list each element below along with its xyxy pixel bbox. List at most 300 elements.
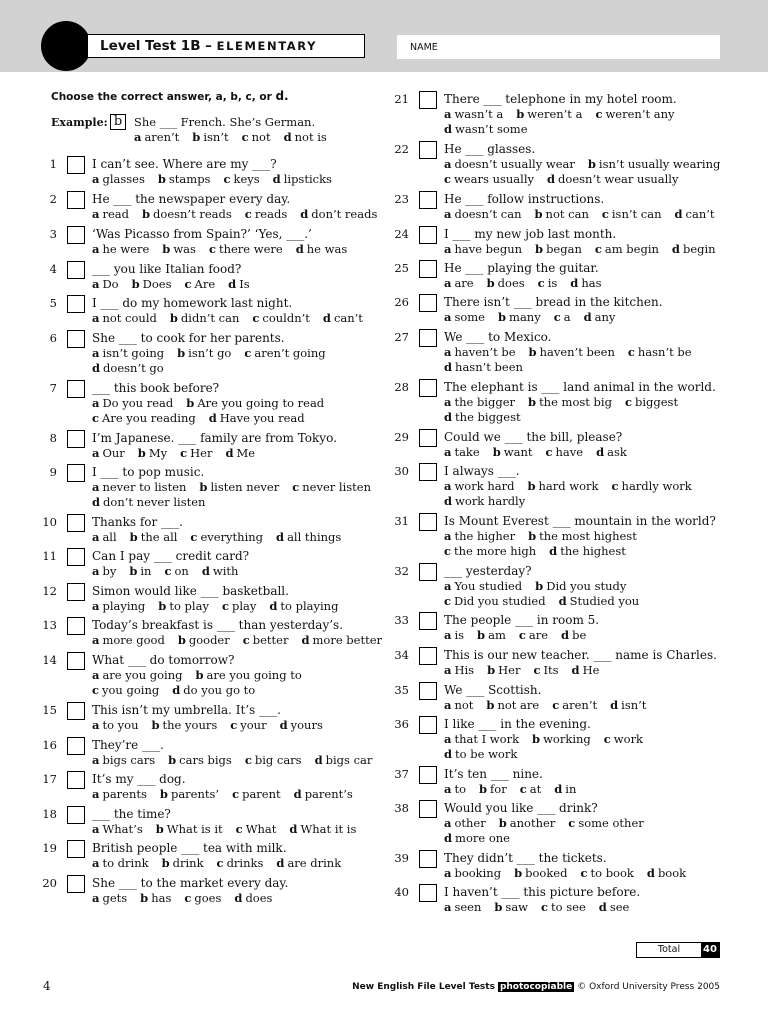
answer-box[interactable] bbox=[419, 191, 437, 209]
option-letter: d bbox=[293, 787, 302, 801]
option bbox=[444, 360, 523, 374]
page-title bbox=[87, 34, 365, 58]
option bbox=[172, 683, 255, 697]
option bbox=[554, 310, 571, 324]
option bbox=[561, 628, 586, 642]
answer-box[interactable] bbox=[419, 647, 437, 665]
option-lines bbox=[444, 529, 650, 559]
option-text: don’t reads bbox=[311, 207, 378, 221]
option-letter: d bbox=[570, 276, 579, 290]
option bbox=[92, 207, 129, 221]
footer-copyright: © Oxford University Press 2005 bbox=[577, 982, 720, 992]
option bbox=[499, 816, 556, 830]
option-letter: d bbox=[172, 683, 181, 697]
answer-box[interactable] bbox=[67, 771, 85, 789]
option bbox=[92, 668, 182, 682]
option-text: working bbox=[543, 732, 591, 746]
question-number: 25 bbox=[394, 261, 409, 275]
option-letter: d bbox=[225, 446, 234, 460]
example-label: Example: bbox=[51, 116, 108, 129]
option bbox=[444, 900, 481, 914]
option bbox=[284, 130, 327, 144]
option-letter: b bbox=[486, 698, 495, 712]
option bbox=[162, 856, 204, 870]
option-line bbox=[92, 277, 263, 292]
option-text: Are you reading bbox=[102, 411, 196, 425]
question bbox=[352, 563, 672, 609]
option-lines bbox=[444, 107, 688, 137]
option-letter: a bbox=[92, 787, 100, 801]
option bbox=[487, 276, 525, 290]
instructions-text: Choose the correct answer, a, b, c, or bbox=[51, 91, 276, 103]
option bbox=[444, 544, 536, 558]
option-lines bbox=[92, 277, 263, 292]
option bbox=[519, 628, 548, 642]
option-text: My bbox=[148, 446, 168, 460]
option bbox=[130, 530, 178, 544]
option bbox=[92, 683, 159, 697]
option-letter: b bbox=[177, 346, 186, 360]
option bbox=[444, 663, 474, 677]
option-letter: c bbox=[244, 753, 252, 767]
option-letter: b bbox=[195, 668, 204, 682]
question-number: 17 bbox=[42, 772, 57, 786]
option-text: goes bbox=[194, 891, 222, 905]
option bbox=[92, 753, 155, 767]
option-text: Is bbox=[239, 277, 250, 291]
option-text: listen never bbox=[210, 480, 280, 494]
option-letter: c bbox=[244, 207, 252, 221]
question bbox=[0, 380, 325, 426]
option bbox=[612, 479, 692, 493]
answer-box[interactable] bbox=[67, 875, 85, 893]
option-lines bbox=[444, 445, 640, 460]
option bbox=[444, 157, 575, 171]
question-number: 24 bbox=[394, 227, 409, 241]
answer-box[interactable] bbox=[67, 514, 85, 532]
answer-box[interactable] bbox=[67, 737, 85, 755]
title-level: ELEMENTARY bbox=[216, 39, 318, 53]
option-text: isn’t bbox=[203, 130, 229, 144]
answer-box[interactable] bbox=[419, 294, 437, 312]
option-lines bbox=[92, 396, 337, 426]
option-letter: a bbox=[444, 663, 452, 677]
option-letter: b bbox=[534, 207, 543, 221]
name-label: NAME bbox=[410, 42, 438, 53]
answer-box[interactable] bbox=[419, 850, 437, 868]
instructions-last: d. bbox=[275, 89, 289, 103]
option-text: are bbox=[528, 628, 549, 642]
answer-box[interactable] bbox=[419, 563, 437, 581]
option-text: work hardly bbox=[455, 494, 526, 508]
option-text: have begun bbox=[454, 242, 523, 256]
footer-badge: photocopiable bbox=[499, 982, 573, 992]
option bbox=[202, 564, 239, 578]
question-number: 38 bbox=[394, 801, 409, 815]
option-text: by bbox=[102, 564, 117, 578]
option-text: booked bbox=[525, 866, 568, 880]
question-text: They didn’t ___ the tickets. bbox=[444, 851, 607, 865]
answer-box[interactable] bbox=[67, 548, 85, 566]
answer-box[interactable] bbox=[67, 226, 85, 244]
option-text: isn’t can bbox=[611, 207, 662, 221]
option-lines bbox=[92, 718, 336, 733]
option-letter: a bbox=[92, 718, 100, 732]
option-letter: c bbox=[190, 530, 198, 544]
option-letter: d bbox=[272, 172, 281, 186]
answer-box[interactable] bbox=[67, 806, 85, 824]
option bbox=[514, 866, 567, 880]
option-text: seen bbox=[454, 900, 482, 914]
option-letter: c bbox=[444, 172, 452, 186]
option bbox=[242, 130, 271, 144]
option bbox=[168, 753, 232, 767]
option-lines bbox=[92, 446, 268, 461]
option-letter: d bbox=[554, 782, 563, 796]
option-letter: b bbox=[177, 633, 186, 647]
option-text: Her bbox=[190, 446, 213, 460]
question-text: It’s ten ___ nine. bbox=[444, 767, 543, 781]
option bbox=[92, 718, 138, 732]
option-letter: b bbox=[159, 787, 168, 801]
option-text: to you bbox=[102, 718, 139, 732]
option-text: Does bbox=[142, 277, 172, 291]
option-letter: c bbox=[444, 544, 452, 558]
option bbox=[276, 856, 341, 870]
question-number: 10 bbox=[42, 515, 57, 529]
option-text: with bbox=[212, 564, 239, 578]
option bbox=[92, 633, 165, 647]
answer-box[interactable] bbox=[67, 261, 85, 279]
option-text: hardly work bbox=[621, 479, 692, 493]
answer-box[interactable] bbox=[419, 379, 437, 397]
question-number: 7 bbox=[49, 381, 57, 395]
option-line bbox=[444, 276, 615, 291]
option-text: doesn’t usually wear bbox=[454, 157, 575, 171]
answer-box[interactable] bbox=[419, 141, 437, 159]
footer bbox=[352, 982, 720, 992]
answer-box[interactable] bbox=[419, 800, 437, 818]
option bbox=[444, 242, 522, 256]
option bbox=[516, 107, 582, 121]
option-text: do you go to bbox=[183, 683, 256, 697]
option bbox=[628, 345, 692, 359]
answer-box[interactable] bbox=[67, 430, 85, 448]
option-text: booking bbox=[454, 866, 502, 880]
option-text: the higher bbox=[454, 529, 516, 543]
option-text: that I work bbox=[454, 732, 520, 746]
option-text: can’t bbox=[685, 207, 715, 221]
question-number: 4 bbox=[49, 262, 57, 276]
question-number: 39 bbox=[394, 851, 409, 865]
option-letter: d bbox=[269, 599, 278, 613]
option-text: take bbox=[454, 445, 480, 459]
option-text: the most big bbox=[539, 395, 612, 409]
option bbox=[572, 663, 600, 677]
option bbox=[610, 698, 646, 712]
option-letter: a bbox=[92, 396, 100, 410]
answer-box[interactable] bbox=[419, 463, 437, 481]
option bbox=[178, 633, 230, 647]
option-letter: b bbox=[168, 753, 177, 767]
answer-box[interactable] bbox=[67, 380, 85, 398]
option-letter: b bbox=[479, 782, 488, 796]
option-lines bbox=[92, 633, 395, 648]
option-letter: c bbox=[595, 107, 603, 121]
answer-box[interactable] bbox=[419, 884, 437, 902]
option bbox=[180, 446, 212, 460]
option-text: gets bbox=[102, 891, 128, 905]
option-letter: b bbox=[492, 445, 501, 459]
option-text: play bbox=[231, 599, 257, 613]
answer-box[interactable] bbox=[419, 429, 437, 447]
option-text: hasn’t be bbox=[637, 345, 692, 359]
question bbox=[0, 652, 320, 698]
answer-box[interactable] bbox=[419, 91, 437, 109]
option-letter: a bbox=[444, 579, 452, 593]
option-text: haven’t been bbox=[539, 345, 615, 359]
option bbox=[444, 529, 515, 543]
option-text: was bbox=[173, 242, 196, 256]
option-line bbox=[92, 787, 366, 802]
option bbox=[596, 445, 627, 459]
answer-box[interactable] bbox=[419, 766, 437, 784]
option bbox=[92, 172, 145, 186]
option bbox=[532, 732, 591, 746]
option-text: to bbox=[454, 782, 466, 796]
option bbox=[294, 787, 353, 801]
option-letter: b bbox=[498, 816, 507, 830]
question-number: 5 bbox=[49, 296, 57, 310]
option-text: is bbox=[454, 628, 465, 642]
option-letter: a bbox=[444, 395, 452, 409]
option bbox=[538, 276, 558, 290]
option bbox=[92, 396, 173, 410]
question-text: I can’t see. Where are my ___? bbox=[92, 157, 277, 171]
option-text: the biggest bbox=[455, 410, 521, 424]
answer-box[interactable] bbox=[419, 260, 437, 278]
option-letter: b bbox=[528, 395, 537, 409]
option-line bbox=[92, 242, 360, 257]
option-text: doesn’t reads bbox=[153, 207, 232, 221]
option-letter: d bbox=[234, 891, 243, 905]
option-text: isn’t going bbox=[102, 346, 165, 360]
option-line bbox=[92, 564, 251, 579]
option-line bbox=[92, 668, 315, 683]
option bbox=[199, 480, 279, 494]
option-text: has bbox=[581, 276, 602, 290]
option bbox=[444, 107, 503, 121]
option-letter: b bbox=[528, 345, 537, 359]
answer-box[interactable] bbox=[67, 295, 85, 313]
option-letter: b bbox=[131, 277, 140, 291]
option bbox=[296, 242, 348, 256]
option-letter: a bbox=[444, 529, 452, 543]
answer-box[interactable] bbox=[419, 513, 437, 531]
answer-box[interactable] bbox=[67, 617, 85, 635]
option-letter: d bbox=[444, 410, 453, 424]
option-letter: d bbox=[208, 411, 217, 425]
option-lines bbox=[92, 207, 390, 222]
option-text: Our bbox=[102, 446, 125, 460]
option-letter: c bbox=[242, 633, 250, 647]
option-text: many bbox=[509, 310, 541, 324]
option-line bbox=[92, 411, 337, 426]
option-text: aren’t going bbox=[254, 346, 326, 360]
option-text: Have you read bbox=[219, 411, 305, 425]
option-letter: c bbox=[580, 866, 588, 880]
question-number: 30 bbox=[394, 464, 409, 478]
option-letter: b bbox=[498, 310, 507, 324]
option-letter: d bbox=[444, 122, 453, 136]
option bbox=[595, 242, 659, 256]
option-text: there were bbox=[218, 242, 283, 256]
option-letter: c bbox=[519, 782, 527, 796]
option-text: big cars bbox=[254, 753, 302, 767]
option-lines bbox=[92, 564, 251, 579]
option bbox=[602, 207, 662, 221]
answer-box[interactable] bbox=[67, 583, 85, 601]
option-lines bbox=[92, 480, 384, 510]
option-lines bbox=[444, 628, 599, 643]
option-line bbox=[92, 311, 376, 326]
option-text: Her bbox=[498, 663, 521, 677]
option-letter: a bbox=[92, 564, 100, 578]
option bbox=[444, 207, 522, 221]
question-text: He ___ the newspaper every day. bbox=[92, 192, 291, 206]
option-text: aren’t bbox=[144, 130, 180, 144]
option bbox=[528, 529, 637, 543]
option-letter: a bbox=[444, 698, 452, 712]
option-line bbox=[92, 480, 384, 495]
option bbox=[140, 891, 171, 905]
option-letter: b bbox=[169, 311, 178, 325]
option-text: yours bbox=[290, 718, 323, 732]
option bbox=[162, 242, 196, 256]
question-number: 35 bbox=[394, 683, 409, 697]
option-line bbox=[444, 866, 699, 881]
option-text: Its bbox=[543, 663, 559, 677]
option bbox=[92, 346, 164, 360]
question-text: What ___ do tomorrow? bbox=[92, 653, 235, 667]
option-letter: c bbox=[533, 663, 541, 677]
option-lines bbox=[92, 346, 339, 376]
option-letter: d bbox=[596, 445, 605, 459]
option-text: doesn’t wear usually bbox=[558, 172, 679, 186]
option-letter: d bbox=[571, 663, 580, 677]
option-line bbox=[444, 207, 728, 222]
option-letter: a bbox=[92, 599, 100, 613]
question-number: 19 bbox=[42, 841, 57, 855]
option-letter: d bbox=[201, 564, 210, 578]
option-letter: c bbox=[603, 732, 611, 746]
option-lines bbox=[444, 242, 729, 257]
question-text: ___ yesterday? bbox=[444, 564, 532, 578]
total-value: 40 bbox=[701, 943, 719, 957]
option-letter: c bbox=[252, 311, 260, 325]
option-letter: d bbox=[322, 311, 331, 325]
option-letter: d bbox=[561, 628, 570, 642]
option-lines bbox=[444, 207, 728, 222]
option bbox=[245, 753, 302, 767]
option-letter: a bbox=[92, 172, 100, 186]
option bbox=[444, 782, 466, 796]
option bbox=[528, 395, 612, 409]
option-letter: c bbox=[241, 130, 249, 144]
option-lines bbox=[444, 157, 733, 187]
question-text: ___ this book before? bbox=[92, 381, 220, 395]
answer-box[interactable] bbox=[67, 464, 85, 482]
option-letter: c bbox=[518, 628, 526, 642]
option-line bbox=[444, 310, 628, 325]
answer-box[interactable] bbox=[67, 191, 85, 209]
option bbox=[170, 311, 240, 325]
answer-box[interactable] bbox=[419, 329, 437, 347]
name-field[interactable] bbox=[397, 35, 720, 59]
option-text: you going bbox=[102, 683, 160, 697]
answer-box[interactable] bbox=[67, 652, 85, 670]
option-text: has bbox=[151, 891, 172, 905]
answer-box[interactable] bbox=[419, 226, 437, 244]
option-letter: d bbox=[547, 172, 556, 186]
option-lines bbox=[92, 787, 366, 802]
answer-box[interactable] bbox=[419, 612, 437, 630]
answer-box[interactable] bbox=[419, 682, 437, 700]
option-text: What’s bbox=[102, 822, 143, 836]
option-letter: a bbox=[444, 628, 452, 642]
question-text: ___ the time? bbox=[92, 807, 171, 821]
question bbox=[0, 464, 372, 510]
answer-box[interactable] bbox=[67, 702, 85, 720]
question-number: 9 bbox=[49, 465, 57, 479]
option bbox=[444, 172, 534, 186]
option bbox=[252, 311, 310, 325]
question-number: 26 bbox=[394, 295, 409, 309]
option-text: any bbox=[594, 310, 616, 324]
option-letter: a bbox=[92, 480, 100, 494]
option bbox=[498, 310, 541, 324]
answer-box[interactable] bbox=[67, 156, 85, 174]
option-line bbox=[92, 207, 390, 222]
question bbox=[0, 875, 320, 921]
option bbox=[479, 782, 507, 796]
option-text: Studied you bbox=[569, 594, 640, 608]
answer-box[interactable] bbox=[67, 330, 85, 348]
answer-box[interactable] bbox=[419, 716, 437, 734]
option-letter: d bbox=[276, 856, 285, 870]
option-letter: c bbox=[164, 564, 172, 578]
option-text: couldn’t bbox=[262, 311, 310, 325]
option-lines bbox=[92, 599, 351, 614]
answer-box[interactable] bbox=[67, 840, 85, 858]
option-line bbox=[92, 891, 285, 906]
option-text: wasn’t some bbox=[455, 122, 528, 136]
option-letter: d bbox=[610, 698, 619, 712]
option-text: all things bbox=[287, 530, 342, 544]
option-text: biggest bbox=[634, 395, 679, 409]
option-letter: b bbox=[158, 599, 167, 613]
option bbox=[444, 395, 515, 409]
option-letter: c bbox=[292, 480, 300, 494]
option-letter: c bbox=[235, 822, 243, 836]
option-letter: a bbox=[444, 445, 452, 459]
option bbox=[92, 361, 164, 375]
option-text: never listen bbox=[302, 480, 372, 494]
option-letter: a bbox=[134, 130, 142, 144]
option-letter: a bbox=[444, 207, 452, 221]
option-letter: b bbox=[137, 446, 146, 460]
option-text: see bbox=[609, 900, 630, 914]
